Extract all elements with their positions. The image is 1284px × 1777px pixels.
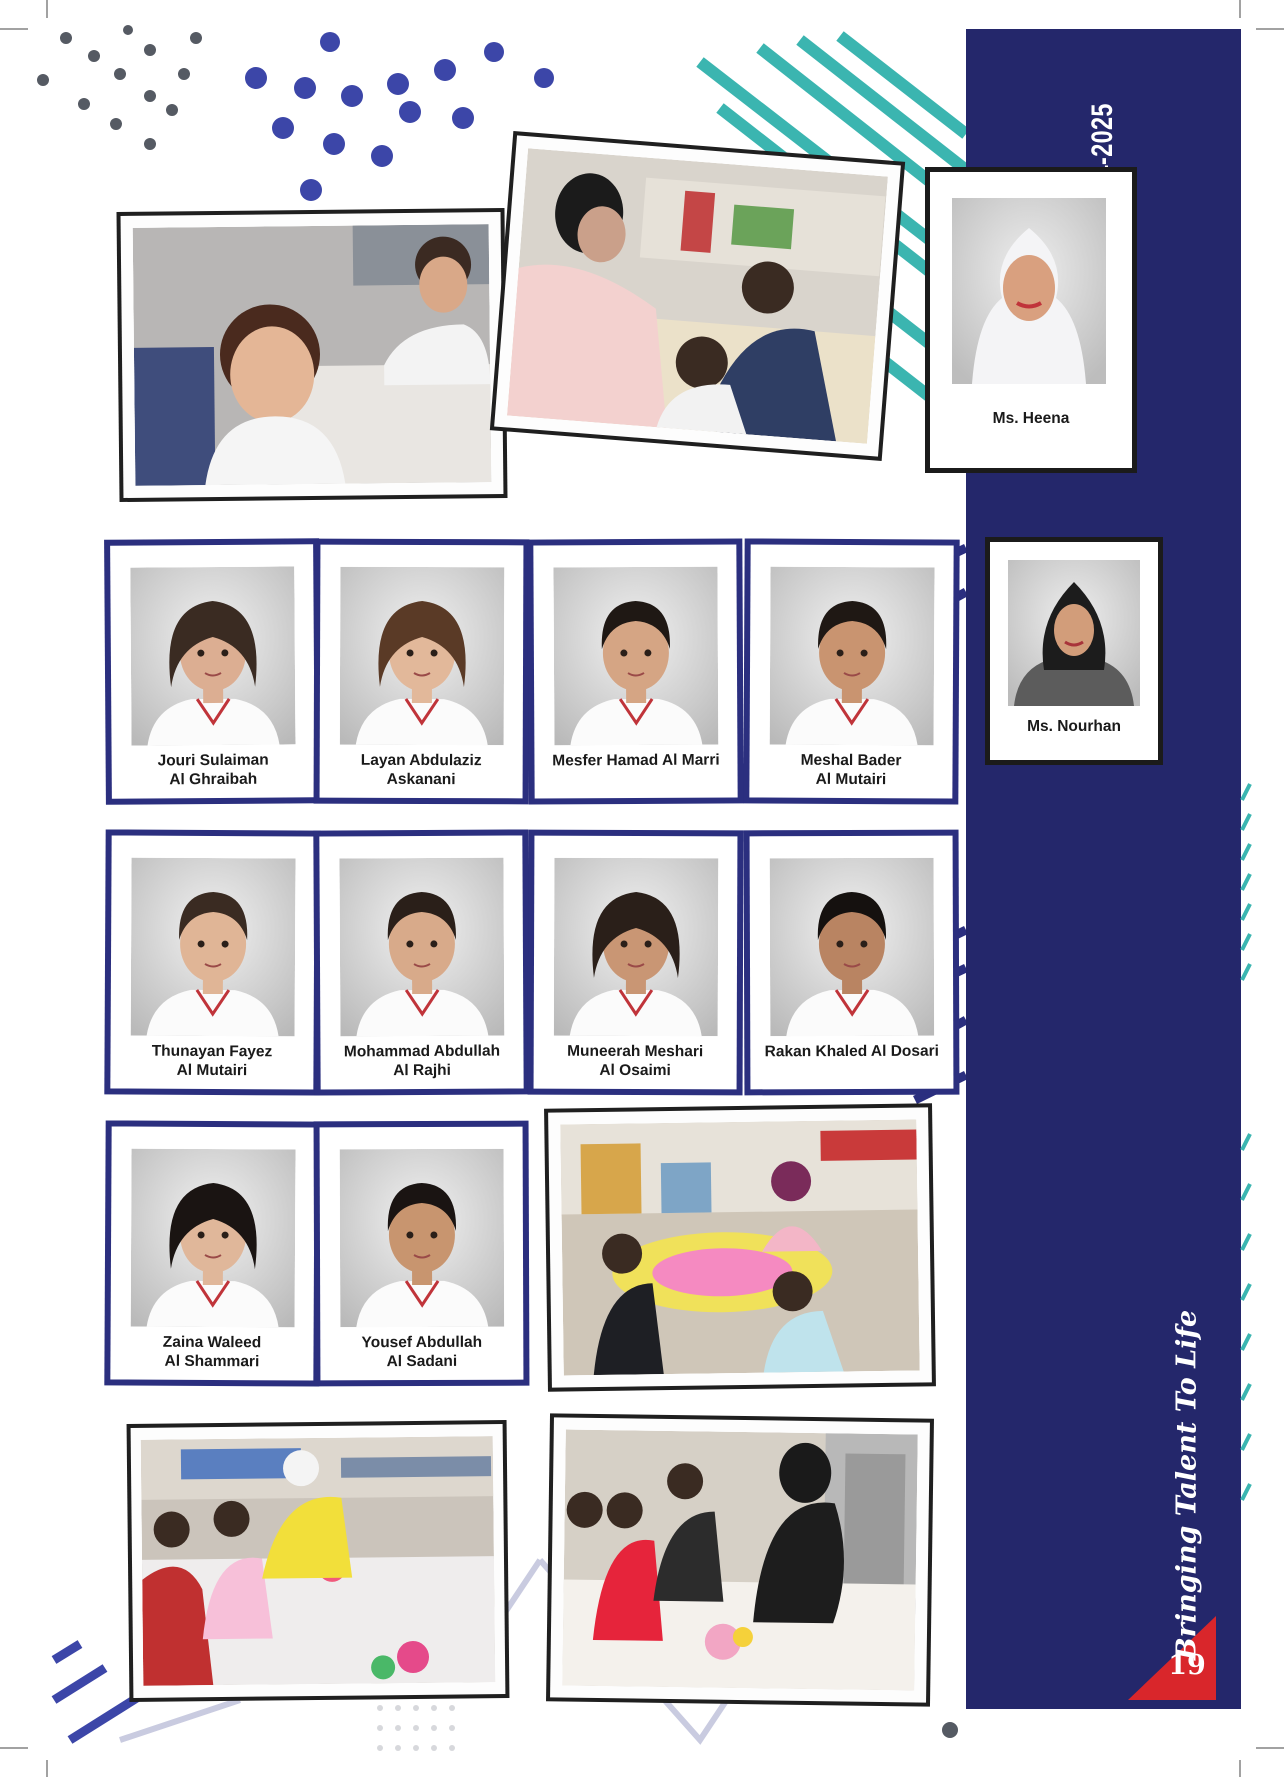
student-name <box>320 751 523 790</box>
tagline: Bringing Talent To Life <box>1171 1309 1203 1661</box>
student-name <box>749 750 952 789</box>
student-card <box>110 835 314 1089</box>
student-name-line1: Zaina Waleed <box>162 1333 262 1352</box>
activity-photo-3 <box>548 1107 932 1387</box>
classroom-photo-icon <box>562 1430 918 1691</box>
student-name <box>110 1041 313 1080</box>
student-name-line2: Al Ghraibah <box>169 770 258 789</box>
teacher-portrait <box>1008 560 1140 706</box>
student-card <box>319 835 523 1089</box>
student-card <box>320 1127 524 1381</box>
student-name-line1: Layan Abdulaziz <box>360 751 482 770</box>
student-portrait <box>340 1149 505 1328</box>
student-card <box>110 1126 314 1380</box>
yearbook-title: 2024-2025 <box>1086 103 1119 219</box>
activity-photo-4 <box>131 1424 506 1698</box>
student-name-line2: Al Mutairi <box>815 770 887 789</box>
student-name-line1: Mohammad Abdullah <box>343 1042 501 1061</box>
student-name <box>750 1042 953 1062</box>
classroom-photo-icon <box>133 224 492 486</box>
classroom-photo-icon <box>141 1436 496 1686</box>
student-portrait <box>130 566 295 745</box>
student-name <box>320 1041 523 1080</box>
student-name-line2: Askanani <box>386 770 456 789</box>
activity-photo-1 <box>121 212 504 498</box>
student-name <box>112 750 315 789</box>
teacher-portrait <box>952 198 1106 384</box>
activity-photo-2 <box>494 135 901 456</box>
student-card <box>749 544 953 798</box>
student-portrait <box>340 567 505 746</box>
student-name-line1: Meshal Bader <box>800 751 902 770</box>
student-portrait <box>339 858 504 1037</box>
student-name-line2: Al Sadani <box>386 1352 458 1371</box>
student-name-line1: Yousef Abdullah <box>361 1333 483 1352</box>
student-name <box>534 750 737 770</box>
page-number: 19 <box>1168 1650 1206 1681</box>
student-portrait <box>770 567 935 746</box>
student-name-line2: Al Shammari <box>164 1352 260 1371</box>
student-name-line2: Al Osaimi <box>599 1061 671 1080</box>
student-portrait <box>553 567 718 746</box>
student-card <box>533 544 737 798</box>
student-card <box>750 836 954 1090</box>
teacher-name: Ms. Nourhan <box>1027 718 1121 735</box>
student-portrait <box>131 1149 296 1328</box>
student-portrait <box>770 858 935 1037</box>
student-name <box>110 1332 313 1371</box>
teacher-card-nourhan <box>990 542 1158 760</box>
student-portrait <box>131 858 296 1037</box>
student-card <box>110 544 315 798</box>
student-portrait <box>554 858 719 1037</box>
student-name-line1: Mesfer Hamad Al Marri <box>552 751 720 770</box>
classroom-photo-icon <box>507 148 888 443</box>
teacher-card-heena <box>930 172 1132 468</box>
student-card <box>320 545 524 799</box>
student-name-line2: Al Mutairi <box>176 1061 248 1080</box>
student-name <box>320 1333 523 1372</box>
student-name-line2: Al Rajhi <box>393 1061 451 1080</box>
student-name <box>534 1042 737 1081</box>
student-name-line1: Jouri Sulaiman <box>157 751 269 770</box>
student-name-line1: Thunayan Fayez <box>151 1042 273 1061</box>
classroom-photo-icon <box>560 1120 919 1376</box>
student-card <box>534 836 738 1090</box>
student-name-line1: Muneerah Meshari <box>567 1042 704 1061</box>
teacher-name: Ms. Heena <box>992 410 1070 427</box>
activity-photo-5 <box>550 1417 930 1702</box>
student-name-line1: Rakan Khaled Al Dosari <box>764 1042 939 1061</box>
